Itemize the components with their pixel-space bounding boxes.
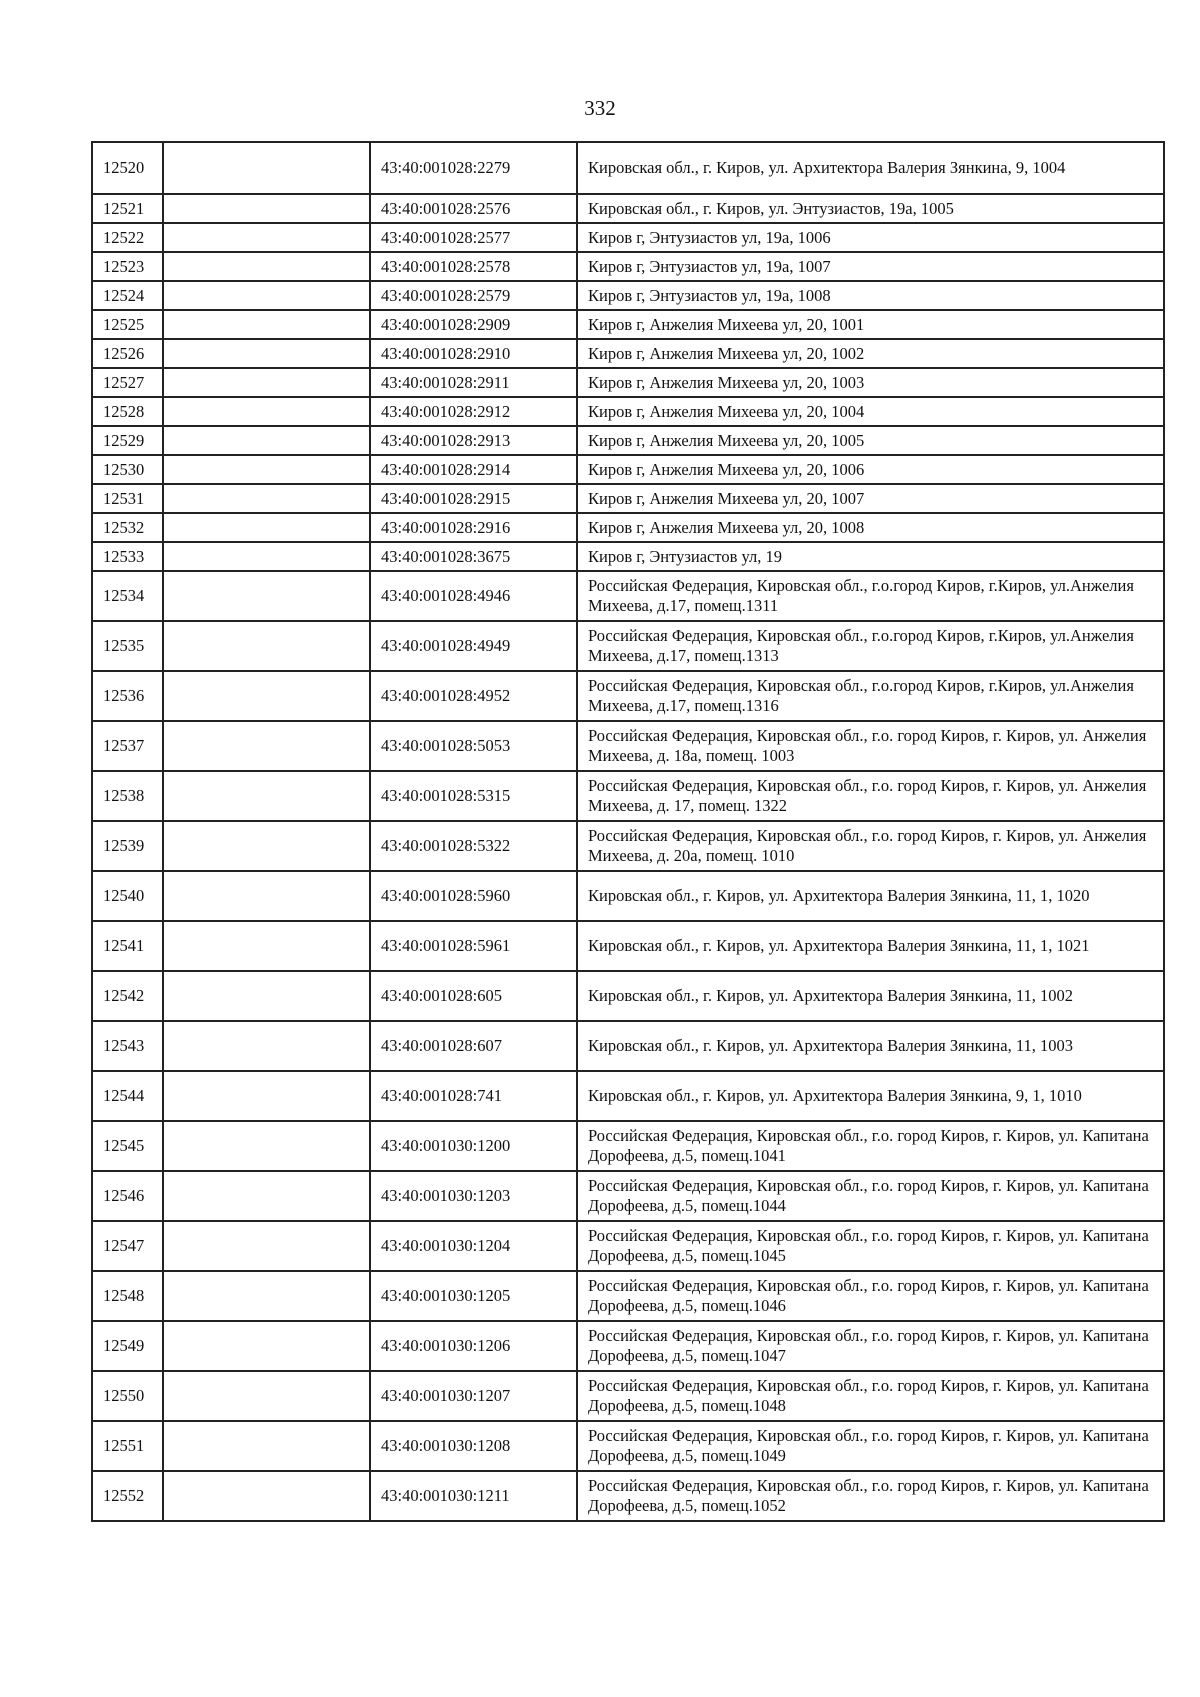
table-row [92,921,1164,971]
row-number-cell: 12540 [92,871,163,921]
address-cell: Киров г, Анжелия Михеева ул, 20, 1008 [577,513,1164,542]
cadastral-number-cell: 43:40:001028:2916 [370,513,577,542]
row-number-cell: 12545 [92,1121,163,1171]
row-number-cell: 12538 [92,771,163,821]
row-number-cell: 12541 [92,921,163,971]
owner-cell [163,1371,370,1421]
cadastral-number-cell: 43:40:001030:1204 [370,1221,577,1271]
owner-cell [163,223,370,252]
registry-body [92,142,1164,1521]
row-number-cell: 12527 [92,368,163,397]
table-row [92,1471,1164,1521]
cadastral-number-cell: 43:40:001028:2910 [370,339,577,368]
cadastral-number-cell: 43:40:001028:5960 [370,871,577,921]
address-cell: Российская Федерация, Кировская обл., г.о.город Киров, г.Киров, ул.Анжелия Михеева, д.17, помещ.1313 [577,621,1164,671]
owner-cell [163,426,370,455]
cadastral-number-cell: 43:40:001028:2915 [370,484,577,513]
table-row [92,1271,1164,1321]
cadastral-number-cell: 43:40:001028:4949 [370,621,577,671]
cadastral-number-cell: 43:40:001028:5053 [370,721,577,771]
cadastral-number-cell: 43:40:001028:741 [370,1071,577,1121]
table-row [92,542,1164,571]
cadastral-number-cell: 43:40:001028:607 [370,1021,577,1071]
table-row [92,721,1164,771]
row-number-cell: 12547 [92,1221,163,1271]
cadastral-number-cell: 43:40:001028:2911 [370,368,577,397]
address-cell: Российская Федерация, Кировская обл., г.о. город Киров, г. Киров, ул. Капитана Дорофеева, д.5, помещ.1047 [577,1321,1164,1371]
row-number-cell: 12524 [92,281,163,310]
row-number-cell: 12533 [92,542,163,571]
row-number-cell: 12525 [92,310,163,339]
cadastral-number-cell: 43:40:001030:1208 [370,1421,577,1471]
row-number-cell: 12549 [92,1321,163,1371]
address-cell: Российская Федерация, Кировская обл., г.о. город Киров, г. Киров, ул. Капитана Дорофеева, д.5, помещ.1041 [577,1121,1164,1171]
address-cell: Киров г, Энтузиастов ул, 19а, 1006 [577,223,1164,252]
table-row [92,1321,1164,1371]
table-row [92,252,1164,281]
row-number-cell: 12546 [92,1171,163,1221]
address-cell: Киров г, Анжелия Михеева ул, 20, 1001 [577,310,1164,339]
address-cell: Киров г, Энтузиастов ул, 19 [577,542,1164,571]
address-cell: Киров г, Анжелия Михеева ул, 20, 1006 [577,455,1164,484]
address-cell: Российская Федерация, Кировская обл., г.о. город Киров, г. Киров, ул. Анжелия Михеева, д. 18а, помещ. 1003 [577,721,1164,771]
table-row [92,397,1164,426]
owner-cell [163,671,370,721]
cadastral-number-cell: 43:40:001030:1203 [370,1171,577,1221]
table-row [92,339,1164,368]
owner-cell [163,771,370,821]
owner-cell [163,310,370,339]
owner-cell [163,571,370,621]
owner-cell [163,542,370,571]
row-number-cell: 12535 [92,621,163,671]
owner-cell [163,1321,370,1371]
cadastral-number-cell: 43:40:001030:1200 [370,1121,577,1171]
row-number-cell: 12552 [92,1471,163,1521]
cadastral-number-cell: 43:40:001028:4952 [370,671,577,721]
address-cell: Кировская обл., г. Киров, ул. Архитектора Валерия Зянкина, 11, 1003 [577,1021,1164,1071]
cadastral-number-cell: 43:40:001028:2578 [370,252,577,281]
owner-cell [163,1221,370,1271]
address-cell: Кировская обл., г. Киров, ул. Архитектора Валерия Зянкина, 11, 1, 1020 [577,871,1164,921]
row-number-cell: 12543 [92,1021,163,1071]
row-number-cell: 12523 [92,252,163,281]
cadastral-number-cell: 43:40:001030:1211 [370,1471,577,1521]
table-row [92,1071,1164,1121]
table-row [92,194,1164,223]
owner-cell [163,368,370,397]
owner-cell [163,142,370,194]
table-row [92,455,1164,484]
table-row [92,571,1164,621]
table-row [92,1371,1164,1421]
cadastral-number-cell: 43:40:001028:5315 [370,771,577,821]
owner-cell [163,455,370,484]
row-number-cell: 12530 [92,455,163,484]
cadastral-number-cell: 43:40:001030:1205 [370,1271,577,1321]
address-cell: Кировская обл., г. Киров, ул. Энтузиастов, 19а, 1005 [577,194,1164,223]
cadastral-number-cell: 43:40:001028:2279 [370,142,577,194]
address-cell: Киров г, Анжелия Михеева ул, 20, 1003 [577,368,1164,397]
cadastral-number-cell: 43:40:001028:2579 [370,281,577,310]
table-row [92,1421,1164,1471]
row-number-cell: 12537 [92,721,163,771]
table-row [92,771,1164,821]
row-number-cell: 12529 [92,426,163,455]
owner-cell [163,1171,370,1221]
address-cell: Кировская обл., г. Киров, ул. Архитектора Валерия Зянкина, 11, 1002 [577,971,1164,1021]
address-cell: Российская Федерация, Кировская обл., г.о. город Киров, г. Киров, ул. Капитана Дорофеева, д.5, помещ.1049 [577,1421,1164,1471]
table-row [92,142,1164,194]
table-row [92,821,1164,871]
cadastral-number-cell: 43:40:001028:2909 [370,310,577,339]
owner-cell [163,871,370,921]
cadastral-number-cell: 43:40:001028:2914 [370,455,577,484]
address-cell: Киров г, Анжелия Михеева ул, 20, 1005 [577,426,1164,455]
address-cell: Российская Федерация, Кировская обл., г.о. город Киров, г. Киров, ул. Капитана Дорофеева, д.5, помещ.1046 [577,1271,1164,1321]
row-number-cell: 12544 [92,1071,163,1121]
owner-cell [163,921,370,971]
address-cell: Российская Федерация, Кировская обл., г.о. город Киров, г. Киров, ул. Капитана Дорофеева, д.5, помещ.1044 [577,1171,1164,1221]
owner-cell [163,621,370,671]
address-cell: Российская Федерация, Кировская обл., г.о.город Киров, г.Киров, ул.Анжелия Михеева, д.17, помещ.1316 [577,671,1164,721]
owner-cell [163,194,370,223]
table-row [92,223,1164,252]
owner-cell [163,252,370,281]
owner-cell [163,821,370,871]
table-row [92,426,1164,455]
address-cell: Кировская обл., г. Киров, ул. Архитектора Валерия Зянкина, 9, 1004 [577,142,1164,194]
table-row [92,513,1164,542]
cadastral-number-cell: 43:40:001030:1207 [370,1371,577,1421]
table-row [92,871,1164,921]
address-cell: Российская Федерация, Кировская обл., г.о. город Киров, г. Киров, ул. Анжелия Михеева, д. 20а, помещ. 1010 [577,821,1164,871]
table-row [92,1121,1164,1171]
table-row [92,1021,1164,1071]
row-number-cell: 12526 [92,339,163,368]
row-number-cell: 12520 [92,142,163,194]
table-row [92,310,1164,339]
owner-cell [163,339,370,368]
table-row [92,971,1164,1021]
table-row [92,281,1164,310]
table-row [92,368,1164,397]
owner-cell [163,1021,370,1071]
row-number-cell: 12521 [92,194,163,223]
owner-cell [163,1121,370,1171]
owner-cell [163,971,370,1021]
cadastral-number-cell: 43:40:001028:2913 [370,426,577,455]
row-number-cell: 12536 [92,671,163,721]
page-number: 332 [584,96,616,120]
owner-cell [163,484,370,513]
table-row [92,1221,1164,1271]
property-registry-table [91,141,1165,1522]
owner-cell [163,281,370,310]
cadastral-number-cell: 43:40:001028:4946 [370,571,577,621]
row-number-cell: 12528 [92,397,163,426]
cadastral-number-cell: 43:40:001028:3675 [370,542,577,571]
cadastral-number-cell: 43:40:001028:5961 [370,921,577,971]
row-number-cell: 12534 [92,571,163,621]
table-row [92,1171,1164,1221]
address-cell: Российская Федерация, Кировская обл., г.о. город Киров, г. Киров, ул. Капитана Дорофеева, д.5, помещ.1052 [577,1471,1164,1521]
address-cell: Киров г, Анжелия Михеева ул, 20, 1007 [577,484,1164,513]
row-number-cell: 12550 [92,1371,163,1421]
cadastral-number-cell: 43:40:001028:2576 [370,194,577,223]
owner-cell [163,1471,370,1521]
table-row [92,621,1164,671]
address-cell: Киров г, Анжелия Михеева ул, 20, 1002 [577,339,1164,368]
owner-cell [163,721,370,771]
address-cell: Кировская обл., г. Киров, ул. Архитектора Валерия Зянкина, 11, 1, 1021 [577,921,1164,971]
owner-cell [163,1421,370,1471]
address-cell: Кировская обл., г. Киров, ул. Архитектора Валерия Зянкина, 9, 1, 1010 [577,1071,1164,1121]
address-cell: Российская Федерация, Кировская обл., г.о. город Киров, г. Киров, ул. Анжелия Михеева, д. 17, помещ. 1322 [577,771,1164,821]
owner-cell [163,397,370,426]
address-cell: Российская Федерация, Кировская обл., г.о. город Киров, г. Киров, ул. Капитана Дорофеева, д.5, помещ.1045 [577,1221,1164,1271]
row-number-cell: 12531 [92,484,163,513]
table-row [92,484,1164,513]
cadastral-number-cell: 43:40:001028:5322 [370,821,577,871]
address-cell: Российская Федерация, Кировская обл., г.о. город Киров, г. Киров, ул. Капитана Дорофеева, д.5, помещ.1048 [577,1371,1164,1421]
address-cell: Киров г, Анжелия Михеева ул, 20, 1004 [577,397,1164,426]
row-number-cell: 12548 [92,1271,163,1321]
row-number-cell: 12539 [92,821,163,871]
address-cell: Киров г, Энтузиастов ул, 19а, 1007 [577,252,1164,281]
cadastral-number-cell: 43:40:001030:1206 [370,1321,577,1371]
row-number-cell: 12532 [92,513,163,542]
owner-cell [163,1271,370,1321]
row-number-cell: 12522 [92,223,163,252]
table-row [92,671,1164,721]
address-cell: Российская Федерация, Кировская обл., г.о.город Киров, г.Киров, ул.Анжелия Михеева, д.17, помещ.1311 [577,571,1164,621]
owner-cell [163,513,370,542]
cadastral-number-cell: 43:40:001028:2912 [370,397,577,426]
address-cell: Киров г, Энтузиастов ул, 19а, 1008 [577,281,1164,310]
row-number-cell: 12551 [92,1421,163,1471]
cadastral-number-cell: 43:40:001028:605 [370,971,577,1021]
owner-cell [163,1071,370,1121]
cadastral-number-cell: 43:40:001028:2577 [370,223,577,252]
row-number-cell: 12542 [92,971,163,1021]
